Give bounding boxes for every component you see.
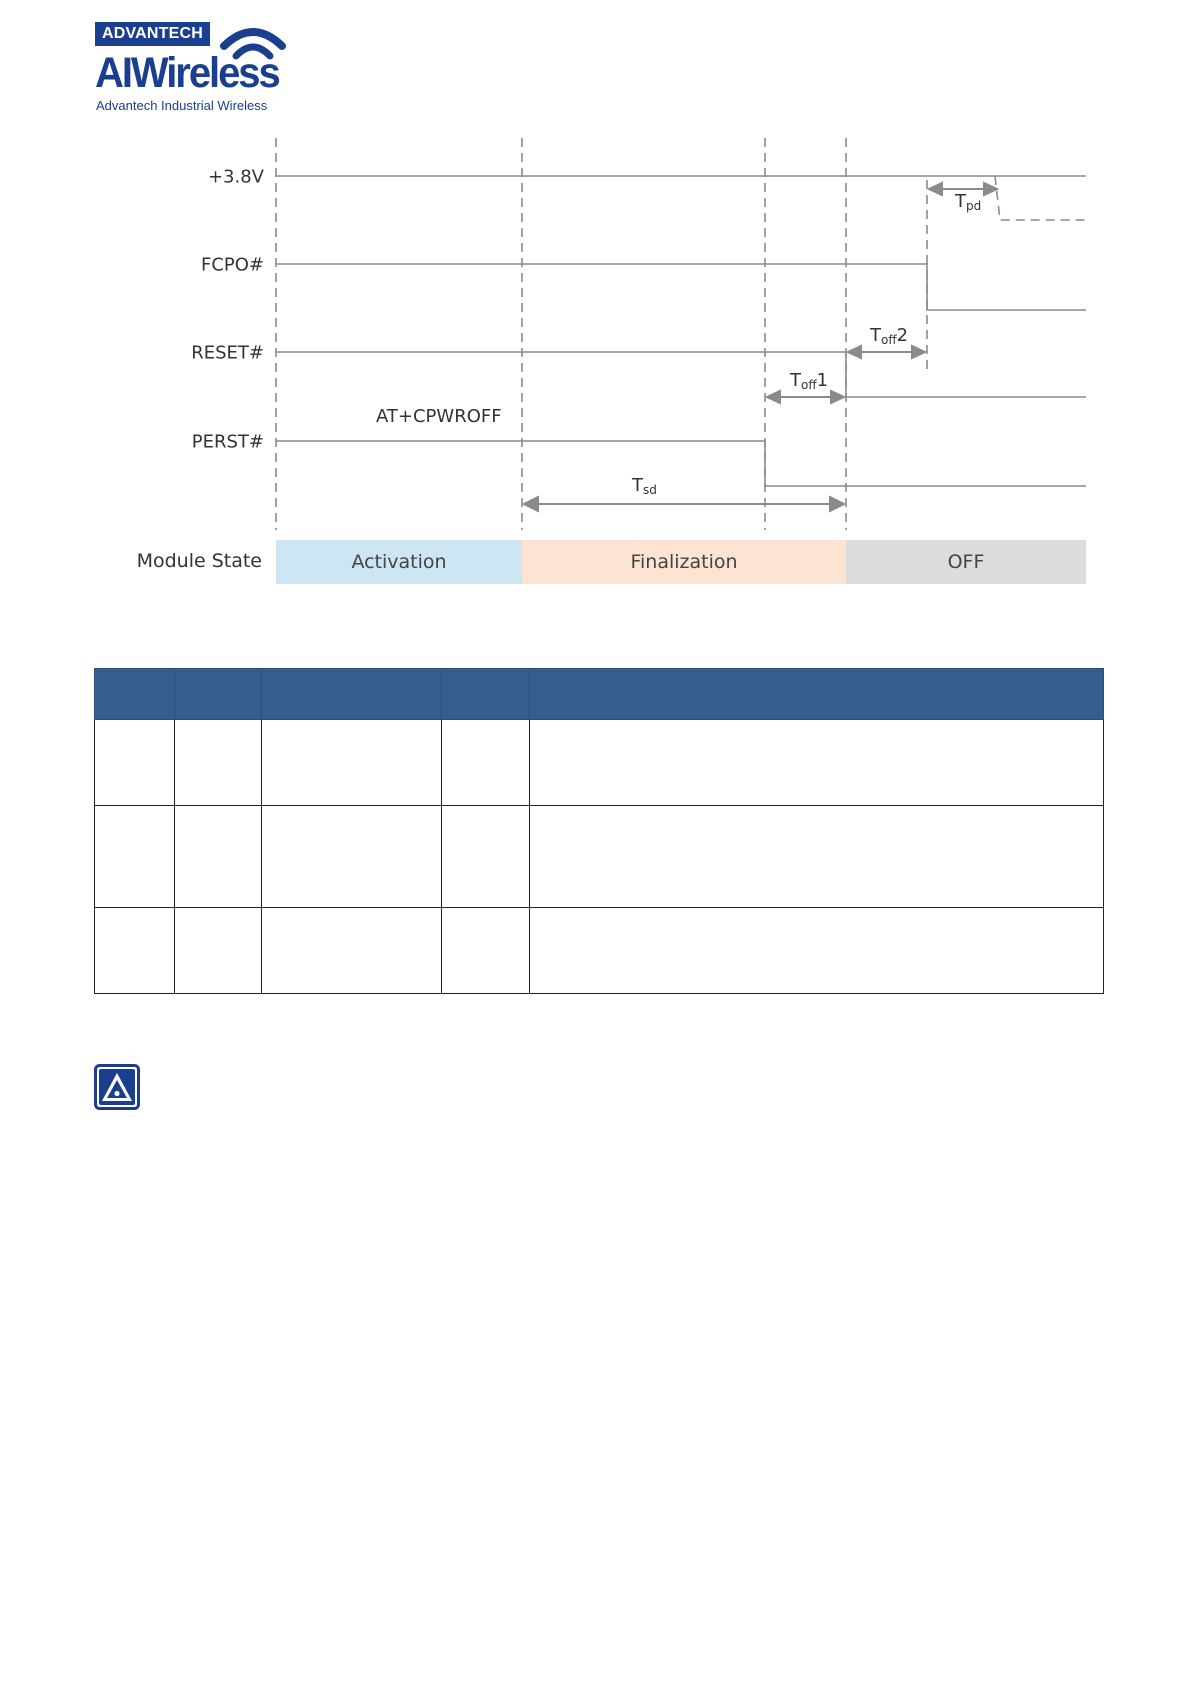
signal-label-fcpo: FCPO# xyxy=(200,254,264,276)
waveform-perst xyxy=(276,441,1086,486)
warning-icon xyxy=(94,1064,140,1110)
module-state-label: Module State xyxy=(136,550,262,572)
state-activation: Activation xyxy=(276,540,522,584)
signal-label-reset: RESET# xyxy=(191,342,264,364)
table-cell xyxy=(175,720,262,806)
table-header-cell xyxy=(262,669,442,720)
table-cell xyxy=(530,806,1104,908)
waveform-vcc-falling xyxy=(995,176,1086,220)
table-header-cell xyxy=(442,669,530,720)
table-row xyxy=(95,908,1104,994)
table-row xyxy=(95,806,1104,908)
table-header-cell xyxy=(530,669,1104,720)
table-cell xyxy=(95,720,175,806)
table-cell xyxy=(175,908,262,994)
table-header-cell xyxy=(175,669,262,720)
state-off: OFF xyxy=(846,540,1086,584)
command-label: AT+CPWROFF xyxy=(376,406,502,427)
timing-label-toff1: $T_{off}1$ xyxy=(790,370,829,392)
timing-table xyxy=(94,668,1104,994)
table-cell xyxy=(262,806,442,908)
timing-label-tsd: $T_{sd}$ xyxy=(632,475,657,497)
brand-logo xyxy=(95,22,295,117)
logo-badge: ADVANTECH xyxy=(95,22,210,46)
waveform-fcpo xyxy=(276,264,1086,310)
table-cell xyxy=(442,720,530,806)
table-cell xyxy=(442,806,530,908)
table-cell xyxy=(95,806,175,908)
table-header-cell xyxy=(95,669,175,720)
signal-label-perst: PERST# xyxy=(191,431,264,453)
table-cell xyxy=(175,806,262,908)
timing-label-tpd: $T_{pd}$ xyxy=(955,191,982,213)
logo-wordmark: AIWireless xyxy=(95,49,279,97)
table-cell xyxy=(262,908,442,994)
waveform-reset xyxy=(276,352,1086,397)
table-cell xyxy=(530,720,1104,806)
table-header-row xyxy=(95,669,1104,720)
table-cell xyxy=(262,720,442,806)
logo-subtitle: Advantech Industrial Wireless xyxy=(96,98,268,113)
signal-label-vcc: +3.8V xyxy=(207,166,264,188)
table-cell xyxy=(530,908,1104,994)
table-cell xyxy=(95,908,175,994)
state-finalization: Finalization xyxy=(522,540,846,584)
table-cell xyxy=(442,908,530,994)
timing-label-toff2: $T_{off}2$ xyxy=(870,325,909,347)
table-row xyxy=(95,720,1104,806)
